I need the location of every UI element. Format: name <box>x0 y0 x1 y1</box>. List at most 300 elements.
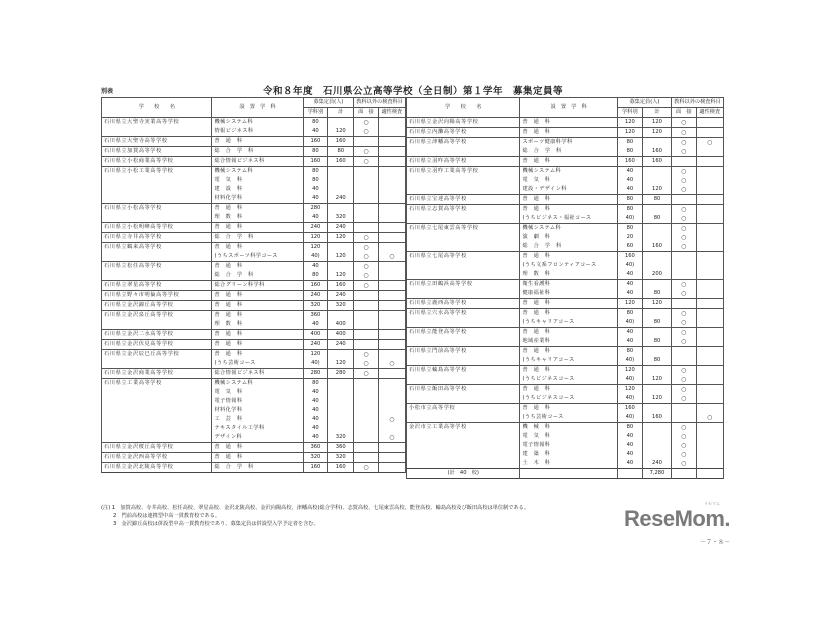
department-name: 機械システム科 <box>520 224 617 234</box>
quota-by-dept: 40 <box>303 127 328 137</box>
header-quota-dept: 学科別 <box>617 108 642 118</box>
quota-by-dept: 40 <box>617 450 642 459</box>
school-name: 石川県立小松工業高等学校 <box>102 167 212 177</box>
interview-mark: ○ <box>354 147 378 157</box>
school-name: 石川県立内灘高等学校 <box>407 128 520 138</box>
quota-total <box>642 252 671 262</box>
quota-total: 80 <box>642 356 671 366</box>
table-row <box>102 379 406 389</box>
department-name: 建設・デザイン科 <box>520 185 617 195</box>
interview-mark: ○ <box>672 205 696 215</box>
document-title: 令和８年度 石川県公立高等学校（全日制）第１学年 募集定員等 <box>262 86 563 97</box>
logo-subtitle: リセマム <box>704 501 720 506</box>
table-row <box>102 311 406 321</box>
school-name <box>102 359 212 369</box>
school-name: 石川県立小松商業高等学校 <box>102 157 212 167</box>
interview-mark <box>354 194 378 204</box>
quota-by-dept: 160 <box>303 157 328 167</box>
table-row <box>407 356 724 366</box>
aptitude-mark <box>696 157 723 167</box>
school-name <box>102 213 212 223</box>
aptitude-mark <box>696 224 723 234</box>
quota-total: 120 <box>642 128 671 138</box>
quota-by-dept: 40) <box>617 318 642 328</box>
table-row <box>102 271 406 281</box>
department-name: 普 通 科 <box>212 291 303 301</box>
quota-total <box>642 366 671 376</box>
quota-total: 240 <box>328 291 354 301</box>
department-name: 機 械 科 <box>520 423 617 433</box>
quota-total <box>642 176 671 185</box>
school-name <box>102 320 212 330</box>
quota-total <box>642 261 671 270</box>
table-row <box>102 176 406 185</box>
school-name <box>102 406 212 415</box>
school-name: 石川県立能登高等学校 <box>407 328 520 338</box>
quota-by-dept: 40 <box>617 280 642 290</box>
table-row <box>407 147 724 157</box>
quota-total: 120 <box>642 118 671 128</box>
aptitude-mark <box>696 441 723 450</box>
quota-total: 360 <box>328 443 354 453</box>
interview-mark: ○ <box>672 147 696 157</box>
quota-total <box>328 388 354 397</box>
school-name: 石川県立大聖寺実業高等学校 <box>102 118 212 128</box>
school-name <box>407 214 520 224</box>
aptitude-mark <box>378 369 405 379</box>
interview-mark: ○ <box>354 127 378 137</box>
table-row <box>102 340 406 350</box>
aptitude-mark <box>378 118 405 128</box>
quota-by-dept: 280 <box>303 369 328 379</box>
interview-mark: ○ <box>672 385 696 395</box>
department-name: 普 通 科 <box>212 243 303 253</box>
department-name: 普 通 科 <box>212 137 303 147</box>
aptitude-mark <box>696 242 723 252</box>
school-name: 石川県立穴水高等学校 <box>407 309 520 319</box>
table-row <box>407 185 724 195</box>
interview-mark <box>672 195 696 205</box>
department-name: (うちキャリアコース <box>520 318 617 328</box>
quota-by-dept: 120 <box>617 299 642 309</box>
quota-by-dept: 160 <box>617 404 642 414</box>
quota-by-dept: 40 <box>303 424 328 433</box>
department-name: 演 劇 科 <box>520 233 617 242</box>
quota-by-dept: 240 <box>303 291 328 301</box>
table-row <box>102 157 406 167</box>
aptitude-mark <box>378 185 405 194</box>
table-row <box>102 185 406 194</box>
interview-mark <box>354 453 378 463</box>
aptitude-mark <box>378 379 405 389</box>
quota-by-dept: 80 <box>617 224 642 234</box>
department-name: 普 通 科 <box>520 118 617 128</box>
interview-mark <box>354 223 378 233</box>
quota-by-dept: 360 <box>303 443 328 453</box>
school-name: 石川県立津幡高等学校 <box>407 138 520 148</box>
quota-total: 320 <box>328 213 354 223</box>
aptitude-mark <box>696 356 723 366</box>
aptitude-mark <box>696 318 723 328</box>
interview-mark: ○ <box>354 281 378 291</box>
interview-mark <box>672 157 696 167</box>
department-name: テキスタイル工学科 <box>212 424 303 433</box>
quota-total: 80 <box>642 337 671 347</box>
school-name: 金沢市立工業高等学校 <box>407 423 520 433</box>
school-name <box>102 433 212 443</box>
quota-by-dept: 80 <box>303 271 328 281</box>
department-name: 機械システム科 <box>520 167 617 177</box>
interview-mark: ○ <box>672 289 696 299</box>
school-name <box>407 147 520 157</box>
interview-mark <box>354 433 378 443</box>
table-row <box>102 252 406 262</box>
aptitude-mark <box>378 291 405 301</box>
quota-by-dept: 40 <box>303 433 328 443</box>
interview-mark: ○ <box>672 366 696 376</box>
table-row <box>102 137 406 147</box>
aptitude-mark <box>696 147 723 157</box>
interview-mark: ○ <box>672 128 696 138</box>
interview-mark <box>672 261 696 270</box>
interview-mark: ○ <box>672 318 696 328</box>
total-empty <box>617 469 642 479</box>
interview-mark <box>354 204 378 214</box>
quota-total <box>642 328 671 338</box>
aptitude-mark <box>696 195 723 205</box>
interview-mark <box>354 330 378 340</box>
quota-by-dept: 40) <box>617 394 642 404</box>
quota-by-dept: 80 <box>303 167 328 177</box>
school-name: 石川県立飯田高等学校 <box>407 385 520 395</box>
interview-mark <box>354 301 378 311</box>
quota-by-dept: 40 <box>303 388 328 397</box>
table-row <box>102 406 406 415</box>
interview-mark <box>354 397 378 406</box>
table-row <box>407 214 724 224</box>
table-row <box>102 194 406 204</box>
quota-by-dept: 40 <box>303 415 328 424</box>
quota-by-dept: 400 <box>303 330 328 340</box>
interview-mark <box>354 340 378 350</box>
school-name <box>407 394 520 404</box>
header-school: 学 校 名 <box>102 98 212 118</box>
interview-mark: ○ <box>672 185 696 195</box>
department-name: 普 通 科 <box>520 309 617 319</box>
aptitude-mark: ○ <box>378 252 405 262</box>
department-name: 普 通 科 <box>520 128 617 138</box>
quota-by-dept: 60 <box>617 242 642 252</box>
quota-by-dept: 80 <box>617 347 642 357</box>
school-name <box>407 375 520 385</box>
table-row <box>102 463 406 473</box>
quota-by-dept: 40 <box>303 194 328 204</box>
quota-by-dept: 80 <box>617 423 642 433</box>
quota-total: 160 <box>642 413 671 423</box>
department-name: 総合情報ビジネス科 <box>212 369 303 379</box>
school-name <box>407 261 520 270</box>
aptitude-mark: ○ <box>378 359 405 369</box>
aptitude-mark: ○ <box>696 138 723 148</box>
interview-mark <box>354 415 378 424</box>
interview-mark: ○ <box>354 271 378 281</box>
quota-by-dept: 120 <box>617 118 642 128</box>
department-name: (うちビジネスコース <box>520 375 617 385</box>
interview-mark: ○ <box>672 242 696 252</box>
interview-mark <box>354 406 378 415</box>
table-row <box>407 337 724 347</box>
quota-by-dept: 160 <box>617 252 642 262</box>
quota-by-dept: 80 <box>303 379 328 389</box>
quota-by-dept: 280 <box>303 204 328 214</box>
quota-total: 400 <box>328 330 354 340</box>
department-name: 普 通 科 <box>212 262 303 272</box>
quota-total <box>642 138 671 148</box>
quota-total <box>328 185 354 194</box>
total-value: 7,280 <box>642 469 671 479</box>
quota-total <box>328 379 354 389</box>
table-row <box>407 224 724 234</box>
quota-total: 280 <box>328 369 354 379</box>
table-row <box>407 309 724 319</box>
quota-by-dept: 40) <box>617 413 642 423</box>
aptitude-mark <box>696 261 723 270</box>
table-row <box>407 280 724 290</box>
aptitude-mark <box>696 289 723 299</box>
quota-total: 160 <box>328 281 354 291</box>
school-name <box>407 337 520 347</box>
quota-by-dept: 40) <box>617 375 642 385</box>
department-name: 健康福祉科 <box>520 289 617 299</box>
department-name: 総 合 学 科 <box>212 463 303 473</box>
quota-by-dept: 40 <box>617 328 642 338</box>
interview-mark <box>354 167 378 177</box>
table-row <box>407 404 724 414</box>
aptitude-mark <box>696 328 723 338</box>
quota-by-dept: 80 <box>303 176 328 185</box>
department-name: 普 通 科 <box>212 223 303 233</box>
quota-by-dept: 40 <box>303 406 328 415</box>
school-name <box>407 441 520 450</box>
quota-total <box>328 176 354 185</box>
footnote-2: 2 門前高校は連携型中高一貫教育校である。 <box>101 513 221 519</box>
table-row <box>102 359 406 369</box>
interview-mark: ○ <box>672 441 696 450</box>
quota-total: 120 <box>328 127 354 137</box>
interview-mark <box>354 379 378 389</box>
department-name: 総 合 学 科 <box>212 147 303 157</box>
quota-total: 160 <box>328 157 354 167</box>
interview-mark <box>672 413 696 423</box>
table-row <box>102 213 406 223</box>
school-name <box>407 270 520 280</box>
school-name <box>102 194 212 204</box>
page-number: －７・８－ <box>700 539 731 546</box>
interview-mark: ○ <box>354 350 378 360</box>
quota-total <box>642 450 671 459</box>
school-name: 石川県立七尾東雲高等学校 <box>407 224 520 234</box>
school-name: 石川県立金沢北陵高等学校 <box>102 463 212 473</box>
school-name: 石川県立門前高等学校 <box>407 347 520 357</box>
quota-total: 160 <box>328 137 354 147</box>
aptitude-mark <box>696 270 723 280</box>
aptitude-mark <box>696 252 723 262</box>
school-name: 石川県立金沢辰巳丘高等学校 <box>102 350 212 360</box>
department-name: 機械システム科 <box>212 118 303 128</box>
quota-by-dept: 40 <box>617 185 642 195</box>
table-row <box>407 413 724 423</box>
department-name: 機械システム科 <box>212 167 303 177</box>
department-name: 普 通 科 <box>520 195 617 205</box>
header-aptitude: 適性検査 <box>378 108 405 118</box>
interview-mark: ○ <box>354 243 378 253</box>
table-row <box>407 233 724 242</box>
quota-total: 160 <box>642 242 671 252</box>
department-name: 普 通 科 <box>520 157 617 167</box>
table-row <box>102 350 406 360</box>
aptitude-mark <box>378 167 405 177</box>
interview-mark <box>354 320 378 330</box>
quota-by-dept: 160 <box>617 157 642 167</box>
department-name: 総 合 学 科 <box>212 233 303 243</box>
school-name: 石川県立金沢向陽高等学校 <box>407 118 520 128</box>
department-name: 地域産業科 <box>520 337 617 347</box>
department-name: 普 通 科 <box>212 350 303 360</box>
quota-by-dept: 40 <box>303 185 328 194</box>
department-name: (うちキャリアコース <box>520 356 617 366</box>
quota-total: 120 <box>642 375 671 385</box>
header-aptitude: 適性検査 <box>696 108 723 118</box>
school-name: 石川県立小松高等学校 <box>102 204 212 214</box>
aptitude-mark <box>378 281 405 291</box>
quota-by-dept: 240 <box>303 223 328 233</box>
aptitude-mark <box>378 406 405 415</box>
table-row <box>102 223 406 233</box>
header-quota-total: 計 <box>642 108 671 118</box>
quota-by-dept: 40 <box>617 270 642 280</box>
department-name: 電 気 科 <box>520 176 617 185</box>
interview-mark: ○ <box>354 252 378 262</box>
interview-mark <box>354 185 378 194</box>
school-name: 石川県立金沢泉丘高等学校 <box>102 311 212 321</box>
aptitude-mark <box>378 262 405 272</box>
aptitude-mark <box>696 118 723 128</box>
department-name: 普 通 科 <box>520 205 617 215</box>
school-name: 石川県立金沢桜丘高等学校 <box>102 443 212 453</box>
table-row <box>102 281 406 291</box>
header-quota: 募集定員(人) <box>303 98 354 108</box>
school-name <box>407 233 520 242</box>
interview-mark: ○ <box>672 138 696 148</box>
interview-mark <box>672 270 696 280</box>
school-name <box>407 356 520 366</box>
interview-mark: ○ <box>354 118 378 128</box>
department-name: 電子情報科 <box>212 397 303 406</box>
interview-mark <box>672 252 696 262</box>
department-name: 普 通 科 <box>212 311 303 321</box>
quota-by-dept: 80 <box>303 118 328 128</box>
school-name: 石川県立羽咋高等学校 <box>407 157 520 167</box>
department-name: 衛生看護科 <box>520 280 617 290</box>
table-row <box>407 270 724 280</box>
interview-mark: ○ <box>672 233 696 242</box>
department-name: 工 芸 科 <box>212 415 303 424</box>
department-name: (うち文系フロンティアコース <box>520 261 617 270</box>
department-name: 総合グリーン科学科 <box>212 281 303 291</box>
aptitude-mark <box>378 243 405 253</box>
quota-by-dept: 40 <box>617 459 642 469</box>
aptitude-mark <box>378 453 405 463</box>
school-name: 石川県立金沢西高等学校 <box>102 453 212 463</box>
quota-by-dept: 80 <box>617 309 642 319</box>
table-row <box>407 450 724 459</box>
quota-total <box>328 415 354 424</box>
department-name: 普 通 科 <box>520 385 617 395</box>
quota-by-dept: 40 <box>303 262 328 272</box>
total-label: (計 40 校) <box>407 469 520 479</box>
aptitude-mark <box>378 147 405 157</box>
aptitude-mark <box>378 157 405 167</box>
aptitude-mark <box>696 432 723 441</box>
aptitude-mark <box>378 213 405 223</box>
header-interview: 面 接 <box>672 108 696 118</box>
aptitude-mark <box>696 205 723 215</box>
quota-by-dept: 80 <box>617 138 642 148</box>
quota-by-dept: 40) <box>617 214 642 224</box>
header-dept: 設 置 学 科 <box>212 98 303 118</box>
quota-total <box>328 397 354 406</box>
school-name <box>102 397 212 406</box>
quota-by-dept: 40 <box>303 397 328 406</box>
aptitude-mark <box>696 128 723 138</box>
interview-mark <box>354 213 378 223</box>
table-row <box>102 118 406 128</box>
table-row <box>407 176 724 185</box>
aptitude-mark <box>378 463 405 473</box>
school-name: 石川県立志賀高等学校 <box>407 205 520 215</box>
department-name: 電 気 科 <box>212 176 303 185</box>
school-name <box>407 289 520 299</box>
aptitude-mark <box>378 388 405 397</box>
aptitude-mark <box>378 233 405 243</box>
department-name: 普 通 科 <box>520 299 617 309</box>
table-row <box>102 330 406 340</box>
quota-total: 320 <box>328 301 354 311</box>
quota-by-dept: 160 <box>303 281 328 291</box>
aptitude-mark <box>378 204 405 214</box>
school-name <box>407 318 520 328</box>
quota-table-right <box>406 97 724 479</box>
interview-mark <box>354 424 378 433</box>
quota-by-dept: 80 <box>303 147 328 157</box>
quota-total: 120 <box>328 233 354 243</box>
quota-by-dept: 120 <box>617 128 642 138</box>
quota-total <box>642 404 671 414</box>
aptitude-mark <box>696 214 723 224</box>
interview-mark: ○ <box>354 157 378 167</box>
aptitude-mark <box>378 320 405 330</box>
quota-total: 120 <box>328 271 354 281</box>
school-name <box>102 176 212 185</box>
quota-total <box>642 385 671 395</box>
table-row <box>407 252 724 262</box>
aptitude-mark <box>696 423 723 433</box>
table-row <box>102 262 406 272</box>
school-name: 石川県立金沢商業高等学校 <box>102 369 212 379</box>
aptitude-mark <box>696 347 723 357</box>
school-name <box>102 388 212 397</box>
table-row <box>102 397 406 406</box>
